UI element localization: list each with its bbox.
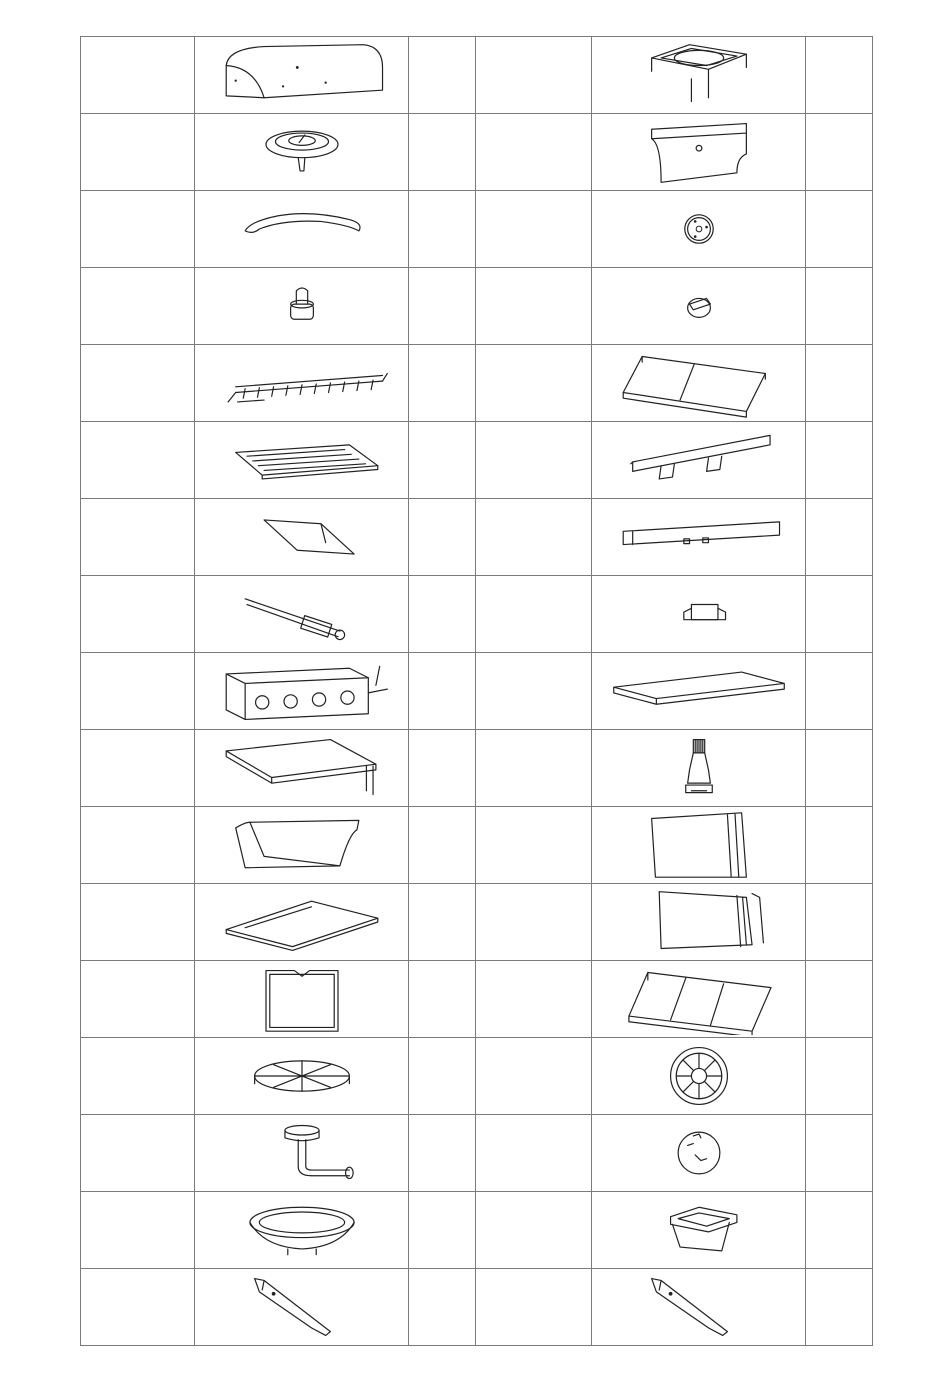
quantity-cell [806,1038,873,1115]
front-panel-icon [599,116,799,188]
leg-foot-icon [599,732,799,804]
part-image-cell [592,191,806,268]
quantity-cell [409,730,476,807]
part-number-cell [476,730,592,807]
part-image-cell [592,576,806,653]
part-number-cell [476,191,592,268]
quantity-cell [409,191,476,268]
part-number-cell [81,268,195,345]
cooking-grate-icon [202,424,402,496]
quantity-cell [409,114,476,191]
quantity-cell [409,807,476,884]
quantity-cell [806,961,873,1038]
quantity-cell [409,37,476,114]
table-row [81,1269,873,1346]
quantity-cell [806,807,873,884]
part-number-cell [81,422,195,499]
part-number-cell [81,807,195,884]
part-number-cell [81,961,195,1038]
quantity-cell [409,1038,476,1115]
side-panel-icon [599,809,799,881]
quantity-cell [806,884,873,961]
part-number-cell [476,1038,592,1115]
cart-frame-icon [599,963,799,1035]
part-image-cell [592,268,806,345]
part-image-cell [592,961,806,1038]
quantity-cell [806,37,873,114]
part-number-cell [476,1192,592,1269]
firebox-control-panel-icon [202,655,402,727]
quantity-cell [409,961,476,1038]
part-number-cell [81,114,195,191]
front-beam-icon [599,501,799,573]
bottom-shelf-icon [599,655,799,727]
part-image-cell [195,422,409,499]
part-number-cell [81,191,195,268]
quantity-cell [806,499,873,576]
table-row [81,268,873,345]
control-knob-icon [202,270,402,342]
part-number-cell [81,1115,195,1192]
part-image-cell [195,576,409,653]
part-number-cell [476,345,592,422]
table-row [81,961,873,1038]
part-number-cell [81,1192,195,1269]
side-burner-bowl-icon [202,1194,402,1266]
burner-cap-icon [202,116,402,188]
quantity-cell [409,653,476,730]
grease-cup-plate-icon [202,963,402,1035]
part-image-cell [195,499,409,576]
part-image-cell [592,345,806,422]
part-image-cell [592,884,806,961]
quantity-cell [409,499,476,576]
side-burner-knob-plate-icon [599,193,799,265]
parts-table [80,36,873,1346]
part-image-cell [592,730,806,807]
quantity-cell [409,576,476,653]
back-panel-icon [202,809,402,881]
parts-sheet [80,36,873,1346]
part-image-cell [195,268,409,345]
table-row [81,884,873,961]
quantity-cell [806,1192,873,1269]
part-image-cell [195,37,409,114]
part-number-cell [476,114,592,191]
side-burner-grate-icon [202,1040,402,1112]
grease-tray-icon [202,886,402,958]
part-number-cell [81,1269,195,1346]
part-number-cell [476,884,592,961]
grill-lid-icon [202,39,402,111]
table-row [81,1115,873,1192]
part-image-cell [592,499,806,576]
quantity-cell [806,345,873,422]
table-row [81,576,873,653]
right-support-bracket-icon [599,1271,799,1343]
side-burner-tube-icon [202,1117,402,1189]
part-image-cell [195,1115,409,1192]
table-row [81,1192,873,1269]
grease-cup-icon [599,1194,799,1266]
part-number-cell [81,1038,195,1115]
quantity-cell [806,191,873,268]
part-number-cell [81,884,195,961]
table-row [81,422,873,499]
part-number-cell [476,807,592,884]
quantity-cell [806,576,873,653]
part-image-cell [195,345,409,422]
part-image-cell [195,1269,409,1346]
side-burner-frame-icon [599,39,799,111]
quantity-cell [409,422,476,499]
side-shelf-icon [202,732,402,804]
part-number-cell [476,576,592,653]
part-image-cell [195,730,409,807]
quantity-cell [806,730,873,807]
quantity-cell [806,1269,873,1346]
part-image-cell [195,1038,409,1115]
quantity-cell [409,268,476,345]
part-number-cell [476,499,592,576]
part-number-cell [476,961,592,1038]
part-image-cell [592,1115,806,1192]
side-burner-knob-icon [599,270,799,342]
quantity-cell [409,345,476,422]
part-number-cell [476,422,592,499]
cross-brace-icon [599,424,799,496]
part-number-cell [81,576,195,653]
quantity-cell [806,268,873,345]
table-row [81,37,873,114]
part-number-cell [476,1269,592,1346]
part-number-cell [81,37,195,114]
caster-bracket-icon [599,578,799,650]
part-image-cell [195,1192,409,1269]
table-row [81,807,873,884]
part-image-cell [195,884,409,961]
part-number-cell [81,499,195,576]
table-row [81,653,873,730]
quantity-cell [806,1115,873,1192]
quantity-cell [806,653,873,730]
quantity-cell [409,1269,476,1346]
quantity-cell [409,1192,476,1269]
quantity-cell [409,884,476,961]
part-number-cell [81,730,195,807]
heat-tent-icon [202,501,402,573]
table-row [81,114,873,191]
part-image-cell [195,114,409,191]
part-image-cell [592,37,806,114]
warming-rack-icon [202,347,402,419]
part-number-cell [476,37,592,114]
part-image-cell [592,807,806,884]
part-image-cell [195,961,409,1038]
left-support-bracket-icon [202,1271,402,1343]
tank-hook-plate-icon [599,1117,799,1189]
part-number-cell [476,1115,592,1192]
table-row [81,499,873,576]
part-image-cell [195,191,409,268]
bottom-frame-icon [599,347,799,419]
part-number-cell [476,653,592,730]
part-number-cell [476,268,592,345]
part-image-cell [195,807,409,884]
part-number-cell [81,653,195,730]
table-row [81,345,873,422]
table-row [81,1038,873,1115]
quantity-cell [806,114,873,191]
main-burner-tube-icon [202,578,402,650]
part-image-cell [195,653,409,730]
part-image-cell [592,1038,806,1115]
wheel-icon [599,1040,799,1112]
table-row [81,191,873,268]
door-panel-icon [599,886,799,958]
part-image-cell [592,1269,806,1346]
table-row [81,730,873,807]
part-number-cell [81,345,195,422]
quantity-cell [409,1115,476,1192]
part-image-cell [592,653,806,730]
part-image-cell [592,1192,806,1269]
lid-handle-icon [202,193,402,265]
part-image-cell [592,422,806,499]
quantity-cell [806,422,873,499]
part-image-cell [592,114,806,191]
